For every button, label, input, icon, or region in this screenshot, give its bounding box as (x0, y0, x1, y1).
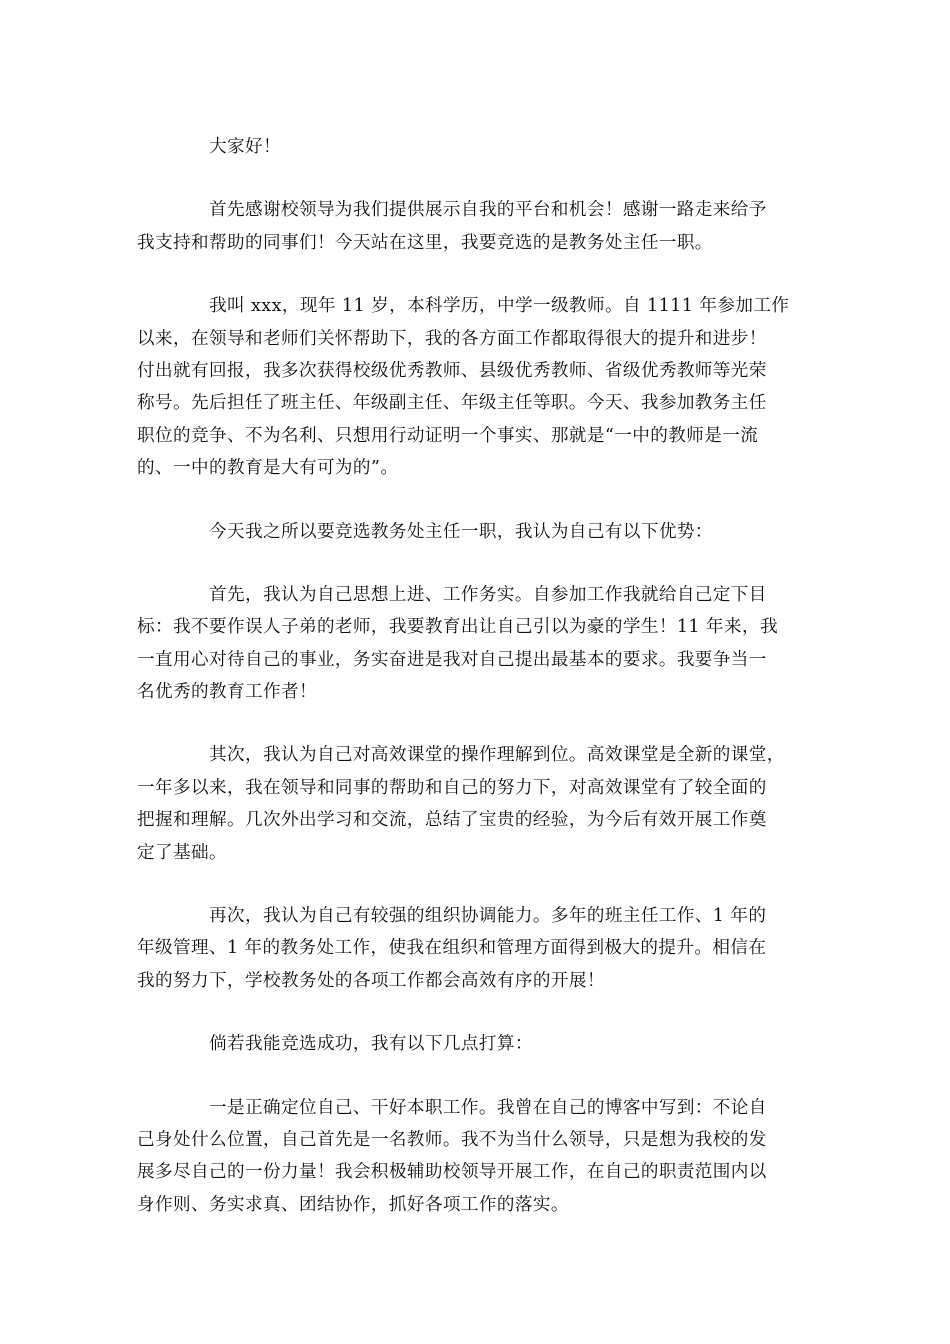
text-line: 首先感谢校领导为我们提供展示自我的平台和机会！感谢一路走来给予 (137, 200, 767, 221)
text-line: 再次，我认为自己有较强的组织协调能力。多年的班主任工作、1 年的 (137, 906, 767, 927)
text-line: 倘若我能竞选成功，我有以下几点打算： (137, 1034, 533, 1055)
paragraph-advantages-intro (137, 516, 809, 548)
text-line: 称号。先后担任了班主任、年级副主任、年级主任等职。今天、我参加教务主任 (137, 393, 767, 414)
paragraph-thanks (137, 194, 809, 259)
text-line: 标：我不要作误人子弟的老师，我要教育出让自己引以为豪的学生！11 年来，我 (137, 617, 778, 638)
paragraph-plans-intro (137, 1028, 809, 1060)
paragraph-first-plan (137, 1092, 809, 1222)
text-line: 一直用心对待自己的事业，务实奋进是我对自己提出最基本的要求。我要争当一 (137, 649, 767, 670)
text-line: 其次，我认为自己对高效课堂的操作理解到位。高效课堂是全新的课堂， (137, 745, 785, 766)
paragraph-second-advantage (137, 739, 809, 869)
text-line: 的、一中的教育是大有可为的”。 (137, 458, 399, 479)
text-line: 我叫 xxx，现年 11 岁，本科学历，中学一级教师。自 1111 年参加工作 (137, 296, 790, 317)
text-line: 把握和理解。几次外出学习和交流，总结了宝贵的经验，为今后有效开展工作奠 (137, 810, 767, 831)
text-line: 首先，我认为自己思想上进、工作务实。自参加工作我就给自己定下目 (137, 584, 767, 605)
text-line: 职位的竞争、不为名利、只想用行动证明一个事实、那就是“一中的教师是一流 (137, 425, 759, 446)
text-line: 定了基础。 (137, 842, 227, 863)
text-line: 一是正确定位自己、干好本职工作。我曾在自己的博客中写到：不论自 (137, 1097, 767, 1118)
paragraph-introduction (137, 290, 809, 484)
text-line: 今天我之所以要竞选教务处主任一职，我认为自己有以下优势： (137, 521, 713, 542)
text-line: 己身处什么位置，自己首先是一名教师。我不为当什么领导，只是想为我校的发 (137, 1129, 767, 1150)
text-line: 展多尽自己的一份力量！我会积极辅助校领导开展工作，在自己的职责范围内以 (137, 1162, 767, 1183)
text-line: 身作则、务实求真、团结协作，抓好各项工作的落实。 (137, 1194, 569, 1215)
text-line: 我的努力下，学校教务处的各项工作都会高效有序的开展！ (137, 970, 605, 991)
text-line: 年级管理、1 年的教务处工作，使我在组织和管理方面得到极大的提升。相信在 (137, 938, 767, 959)
text-line: 付出就有回报，我多次获得校级优秀教师、县级优秀教师、省级优秀教师等光荣 (137, 360, 767, 381)
text-line: 名优秀的教育工作者！ (137, 682, 317, 703)
paragraph-greeting (137, 131, 809, 163)
text-line: 一年多以来，我在领导和同事的帮助和自己的努力下，对高效课堂有了较全面的 (137, 777, 767, 798)
text-line: 大家好！ (137, 137, 281, 157)
text-line: 我支持和帮助的同事们！今天站在这里，我要竞选的是教务处主任一职。 (137, 232, 713, 253)
text-line: 以来，在领导和老师们关怀帮助下，我的各方面工作都取得很大的提升和进步！ (137, 328, 767, 349)
paragraph-third-advantage (137, 900, 809, 997)
document-body (137, 131, 809, 1252)
paragraph-first-advantage (137, 579, 809, 709)
